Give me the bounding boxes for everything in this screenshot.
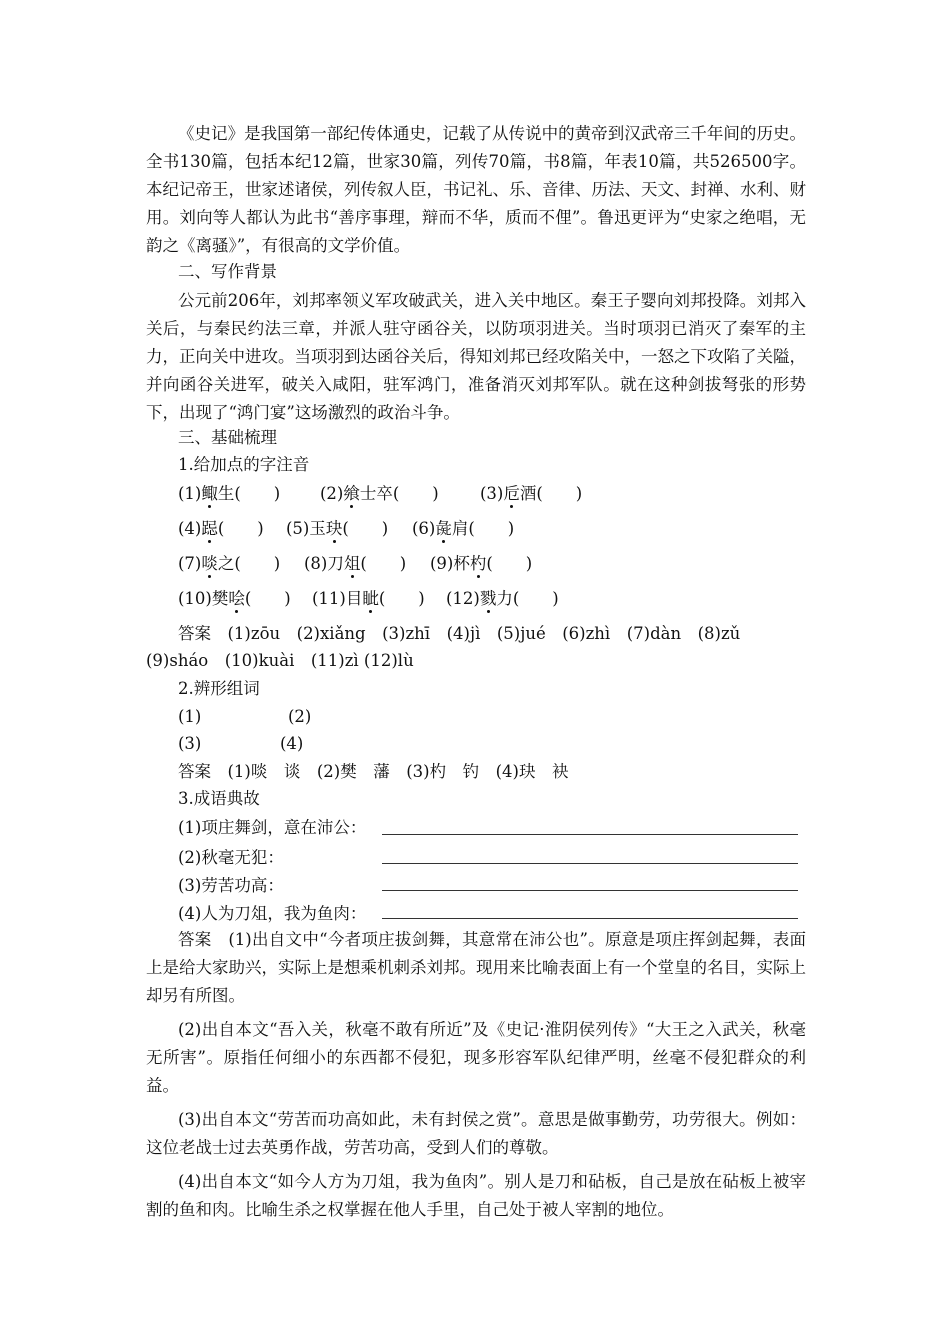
q1-item: (3)卮酒( )	[480, 484, 583, 503]
q2-row-2	[178, 731, 303, 757]
q1-item: (6)彘肩( )	[412, 519, 515, 538]
q3-title: 3.成语典故	[178, 789, 260, 808]
q2-item: (1)	[178, 707, 202, 726]
q1-answer-cont: (9)sháo (10)kuài (11)zì (12)lù	[146, 651, 414, 670]
q1-row-3	[178, 551, 532, 577]
q1-item: (10)樊哙( )	[178, 589, 291, 608]
q3-item-4: (4)人为刀俎，我为鱼肉：	[178, 904, 367, 923]
q3-answer-1: 答案 (1)出自文中“今者项庄拔剑舞，其意常在沛公也”。原意是项庄挥剑起舞，表面上是给大家助兴，实际上是想乘机刺杀刘邦。现用来比喻表面上有一个堂皇的名目，实际上却另有所图。	[146, 930, 807, 1005]
q3-answer-4: (4)出自本文“如今人方为刀俎，我为鱼肉”。别人是刀和砧板，自己是放在砧板上被宰割的鱼和肉。比喻生杀之权掌握在他人手里，自己处于被人宰割的地位。	[146, 1172, 806, 1219]
q1-item: (11)目眦( )	[312, 589, 425, 608]
q2-row-1	[178, 704, 311, 730]
q1-item: (2)飨士卒( )	[320, 484, 439, 503]
q1-row-4	[178, 586, 559, 612]
answer-blank[interactable]	[382, 918, 798, 919]
q2-item: (2)	[288, 707, 312, 726]
background-paragraph: 公元前206年，刘邦率领义军攻破武关，进入关中地区。秦王子婴向刘邦投降。刘邦入关后，与秦民约法三章，并派人驻守函谷关，以防项羽进关。当时项羽已消灭了秦军的主力，正向关中进攻。当项羽到达函谷关后，得知刘邦已经攻陷关中，一怒之下攻陷了关隘，并向函谷关进军，破关入咸阳，驻军鸿门，准备消灭刘邦军队。就在这种剑拔弩张的形势下，出现了“鸿门宴”这场激烈的政治斗争。	[146, 291, 806, 422]
q1-item: (4)跽( )	[178, 519, 264, 538]
q2-item: (3)	[178, 734, 202, 753]
q1-item: (1)鲰生( )	[178, 484, 281, 503]
intro-paragraph: 《史记》是我国第一部纪传体通史，记载了从传说中的黄帝到汉武帝三千年间的历史。全书130篇，包括本纪12篇，世家30篇，列传70篇，书8篇，年表10篇，共526500字。本纪记帝王，世家述诸侯，列传叙人臣，书记礼、乐、音律、历法、天文、封禅、水利、财用。刘向等人都认为此书“善序事理，辩而不华，质而不俚”。鲁迅更评为“史家之绝唱，无韵之《离骚》”，有很高的文学价值。	[146, 124, 806, 255]
answer-blank[interactable]	[382, 863, 798, 864]
q1-title: 1.给加点的字注音	[178, 455, 310, 474]
q1-item: (5)玉玦( )	[286, 519, 389, 538]
q2-item: (4)	[280, 734, 304, 753]
q1-item: (12)戮力( )	[446, 589, 559, 608]
q1-item: (9)杯杓( )	[430, 554, 533, 573]
q2-title: 2.辨形组词	[178, 679, 260, 698]
answer-label: 答案	[178, 624, 211, 643]
answer-text: (1)zōu (2)xiǎng (3)zhī (4)jì (5)jué (6)zhì (7)dàn (8)zǔ	[227, 624, 741, 643]
q2-answer	[178, 759, 569, 785]
background-section	[146, 287, 806, 427]
answer-blank[interactable]	[382, 890, 798, 891]
q1-row-1	[178, 481, 582, 507]
q1-item: (8)刀俎( )	[304, 554, 407, 573]
basics-heading: 三、基础梳理	[178, 428, 277, 447]
answer-label: 答案	[178, 762, 211, 781]
answer-blank[interactable]	[382, 834, 798, 835]
q3-answer-3: (3)出自本文“劳苦而功高如此，未有封侯之赏”。意思是做事勤劳，功劳很大。例如：这位老战士过去英勇作战，劳苦功高，受到人们的尊敬。	[146, 1110, 806, 1157]
q3-answers	[146, 926, 806, 1224]
intro-section	[146, 120, 806, 260]
q3-item-3: (3)劳苦功高：	[178, 876, 284, 895]
q1-item: (7)啖之( )	[178, 554, 281, 573]
q1-row-2	[178, 516, 514, 542]
q1-answer	[178, 621, 740, 647]
answer-text: (1)啖 谈 (2)樊 藩 (3)杓 钓 (4)玦 袂	[227, 762, 569, 781]
q3-answer-2: (2)出自本文“吾入关，秋毫不敢有所近”及《史记·淮阴侯列传》“大王之入武关，秋毫无所害”。原指任何细小的东西都不侵犯，现多形容军队纪律严明，丝毫不侵犯群众的利益。	[146, 1020, 806, 1095]
answer-label: 答案	[178, 930, 212, 949]
background-heading: 二、写作背景	[178, 262, 277, 281]
q3-item-1: (1)项庄舞剑，意在沛公：	[178, 818, 367, 837]
q3-item-2: (2)秋毫无犯：	[178, 848, 284, 867]
